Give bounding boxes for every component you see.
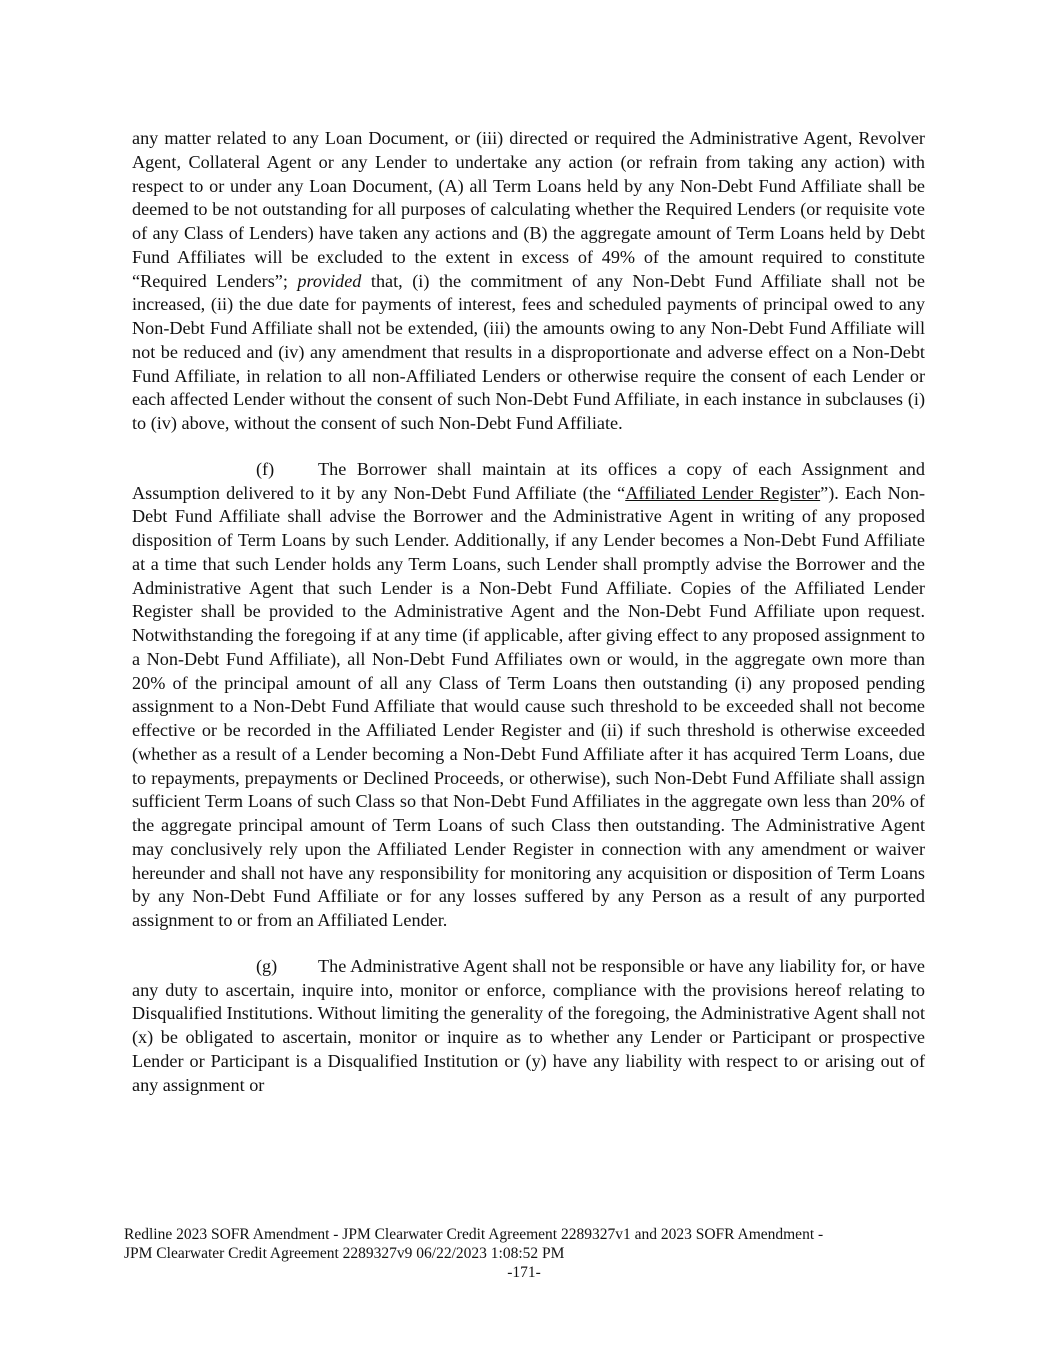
paragraph-f-text-2: ”). Each Non-Debt Fund Affiliate shall advise the Borrower and the Administrative Agent in writing of any proposed disposition of Term Loans by such Lender. Additionally, if any Lender becomes a Non-Debt Fund Affiliate at a time that such Lender holds any Term Loans, such Lender shall promptly advise the Borrower and the Administrative Agent that such Lender is a Non-Debt Fund Affiliate. Copies of the Affiliated Lender Register shall be provided to the Administrative Agent and the Non-Debt Fund Affiliate upon request. Notwithstanding the foregoing if at any time (if applicable, after giving effect to any proposed assignment to a Non-Debt Fund Affiliate), all Non-Debt Fund Affiliates own or would, in the aggregate own more than 20% of the principal amount of all any Class of Term Loans then outstanding (i) any proposed pending assignment to a Non-Debt Fund Affiliate that would cause such threshold to be exceeded shall not become effective or be recorded in the Affiliated Lender Register and (ii) if such threshold is otherwise exceeded (whether as a result of a Lender becoming a Non-Debt Fund Affiliate after it has acquired Term Loans, due to repayments, prepayments or Declined Proceeds, or otherwise), such Non-Debt Fund Affiliate shall assign sufficient Term Loans of such Class so that Non-Debt Fund Affiliates in the aggregate own less than 20% of the aggregate principal amount of Term Loans of such Class then outstanding. The Administrative Agent may conclusively rely upon the Affiliated Lender Register in connection with any amendment or waiver hereunder and shall not have any responsibility for monitoring any acquisition or disposition of Term Loans by any Non-Debt Fund Affiliate or for any losses suffered by any Person as a result of any purported assignment to or from an Affiliated Lender. (132, 482, 925, 930)
paragraph-g-text: The Administrative Agent shall not be responsible or have any liability for, or have any duty to ascertain, inquire into, monitor or enforce, compliance with the provisions hereof relating to Disqualified Institutions. Without limiting the generality of the foregoing, the Administrative Agent shall not (x) be obligated to ascertain, monitor or inquire as to whether any Lender or Participant or prospective Lender or Participant is a Disqualified Institution or (y) have any liability with respect to or arising out of any assignment or (132, 955, 925, 1095)
paragraph-f-label: (f) (256, 458, 275, 479)
paragraph-continuation-text-2: that, (i) the commitment of any Non-Debt Fund Affiliate shall not be increased, (ii) the due date for payments of interest, fees and scheduled payments of principal owed to any Non-Debt Fund Affiliate shall not be extended, (iii) the amounts owing to any Non-Debt Fund Affiliate will not be reduced and (iv) any amendment that results in a disproportionate and adverse effect on a Non-Debt Fund Affiliate, in relation to all non-Affiliated Lenders or otherwise require the consent of each Lender or each affected Lender without the consent of such Non-Debt Fund Affiliate, in each instance in subclauses (i) to (iv) above, without the consent of such Non-Debt Fund Affiliate. (132, 270, 925, 433)
footer-document-line-2: JPM Clearwater Credit Agreement 2289327v9 06/22/2023 1:08:52 PM (124, 1245, 565, 1262)
provided-term: provided (297, 270, 362, 291)
footer-document-line-1: Redline 2023 SOFR Amendment - JPM Clearwater Credit Agreement 2289327v1 and 2023 SOFR Amendment - (124, 1226, 824, 1243)
paragraph-g (132, 955, 925, 1098)
paragraph-f (132, 458, 925, 933)
paragraph-continuation-text-1: any matter related to any Loan Document, or (iii) directed or required the Administrative Agent, Revolver Agent, Collateral Agent or any Lender to undertake any action (or refrain from taking any action) with respect to or under any Loan Document, (A) all Term Loans held by any Non-Debt Fund Affiliate shall be deemed to be not outstanding for all purposes of calculating whether the Required Lenders (or requisite vote of any Class of Lenders) have taken any actions and (B) the aggregate amount of Term Loans held by Debt Fund Affiliates will be excluded to the extent in excess of 49% of the amount required to constitute “Required Lenders”; (132, 128, 925, 291)
page-footer (124, 1225, 924, 1282)
document-body (132, 127, 925, 1119)
affiliated-lender-register-term: Affiliated Lender Register (625, 482, 821, 503)
paragraph-g-label: (g) (256, 955, 278, 976)
page-number: -171- (507, 1264, 541, 1281)
paragraph-f-text-1: The Borrower shall maintain at its offices a copy of each Assignment and Assumption delivered to it by any Non-Debt Fund Affiliate (the “ (132, 458, 925, 503)
paragraph-continuation (132, 127, 925, 436)
